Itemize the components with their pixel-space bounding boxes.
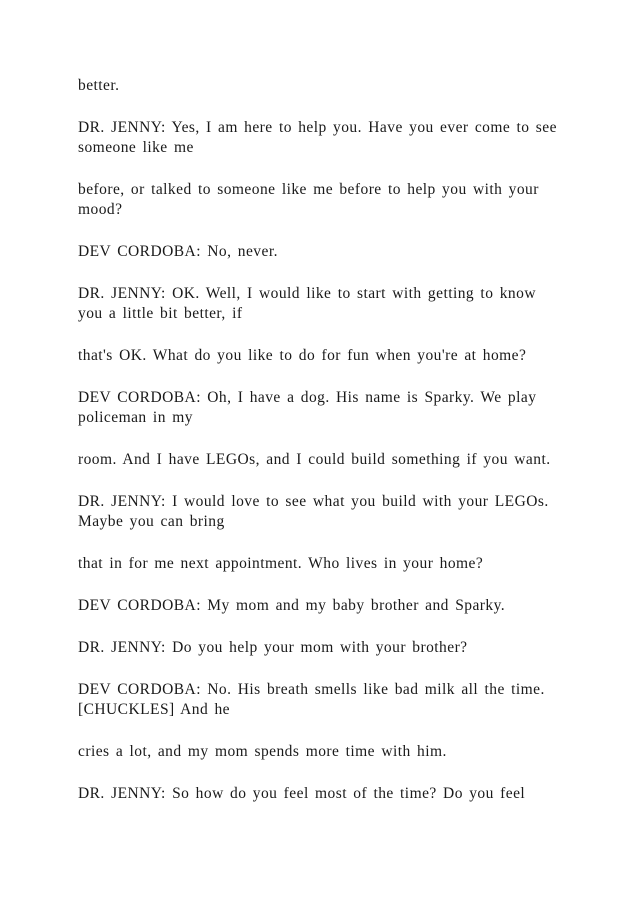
paragraph: that in for me next appointment. Who lives in your home? xyxy=(78,555,484,572)
paragraph: before, or talked to someone like me before to help you with your mood? xyxy=(78,181,539,218)
paragraph: DEV CORDOBA: My mom and my baby brother and Sparky. xyxy=(78,597,506,614)
paragraph: cries a lot, and my mom spends more time with him. xyxy=(78,743,447,760)
paragraph: better. xyxy=(78,77,120,94)
paragraph: DR. JENNY: Yes, I am here to help you. Have you ever come to see someone like me xyxy=(78,119,557,156)
paragraph: DEV CORDOBA: Oh, I have a dog. His name is Sparky. We play policeman in my xyxy=(78,389,537,426)
transcript-text xyxy=(78,76,564,826)
paragraph: DEV CORDOBA: No, never. xyxy=(78,243,278,260)
paragraph: that's OK. What do you like to do for fun when you're at home? xyxy=(78,347,527,364)
paragraph: DR. JENNY: OK. Well, I would like to start with getting to know you a little bit better, if xyxy=(78,285,536,322)
paragraph: DR. JENNY: So how do you feel most of the time? Do you feel xyxy=(78,785,526,802)
paragraph: DR. JENNY: I would love to see what you build with your LEGOs. Maybe you can bring xyxy=(78,493,549,530)
paragraph: DR. JENNY: Do you help your mom with your brother? xyxy=(78,639,468,656)
paragraph: room. And I have LEGOs, and I could build something if you want. xyxy=(78,451,551,468)
paragraph: DEV CORDOBA: No. His breath smells like bad milk all the time. [CHUCKLES] And he xyxy=(78,681,545,718)
